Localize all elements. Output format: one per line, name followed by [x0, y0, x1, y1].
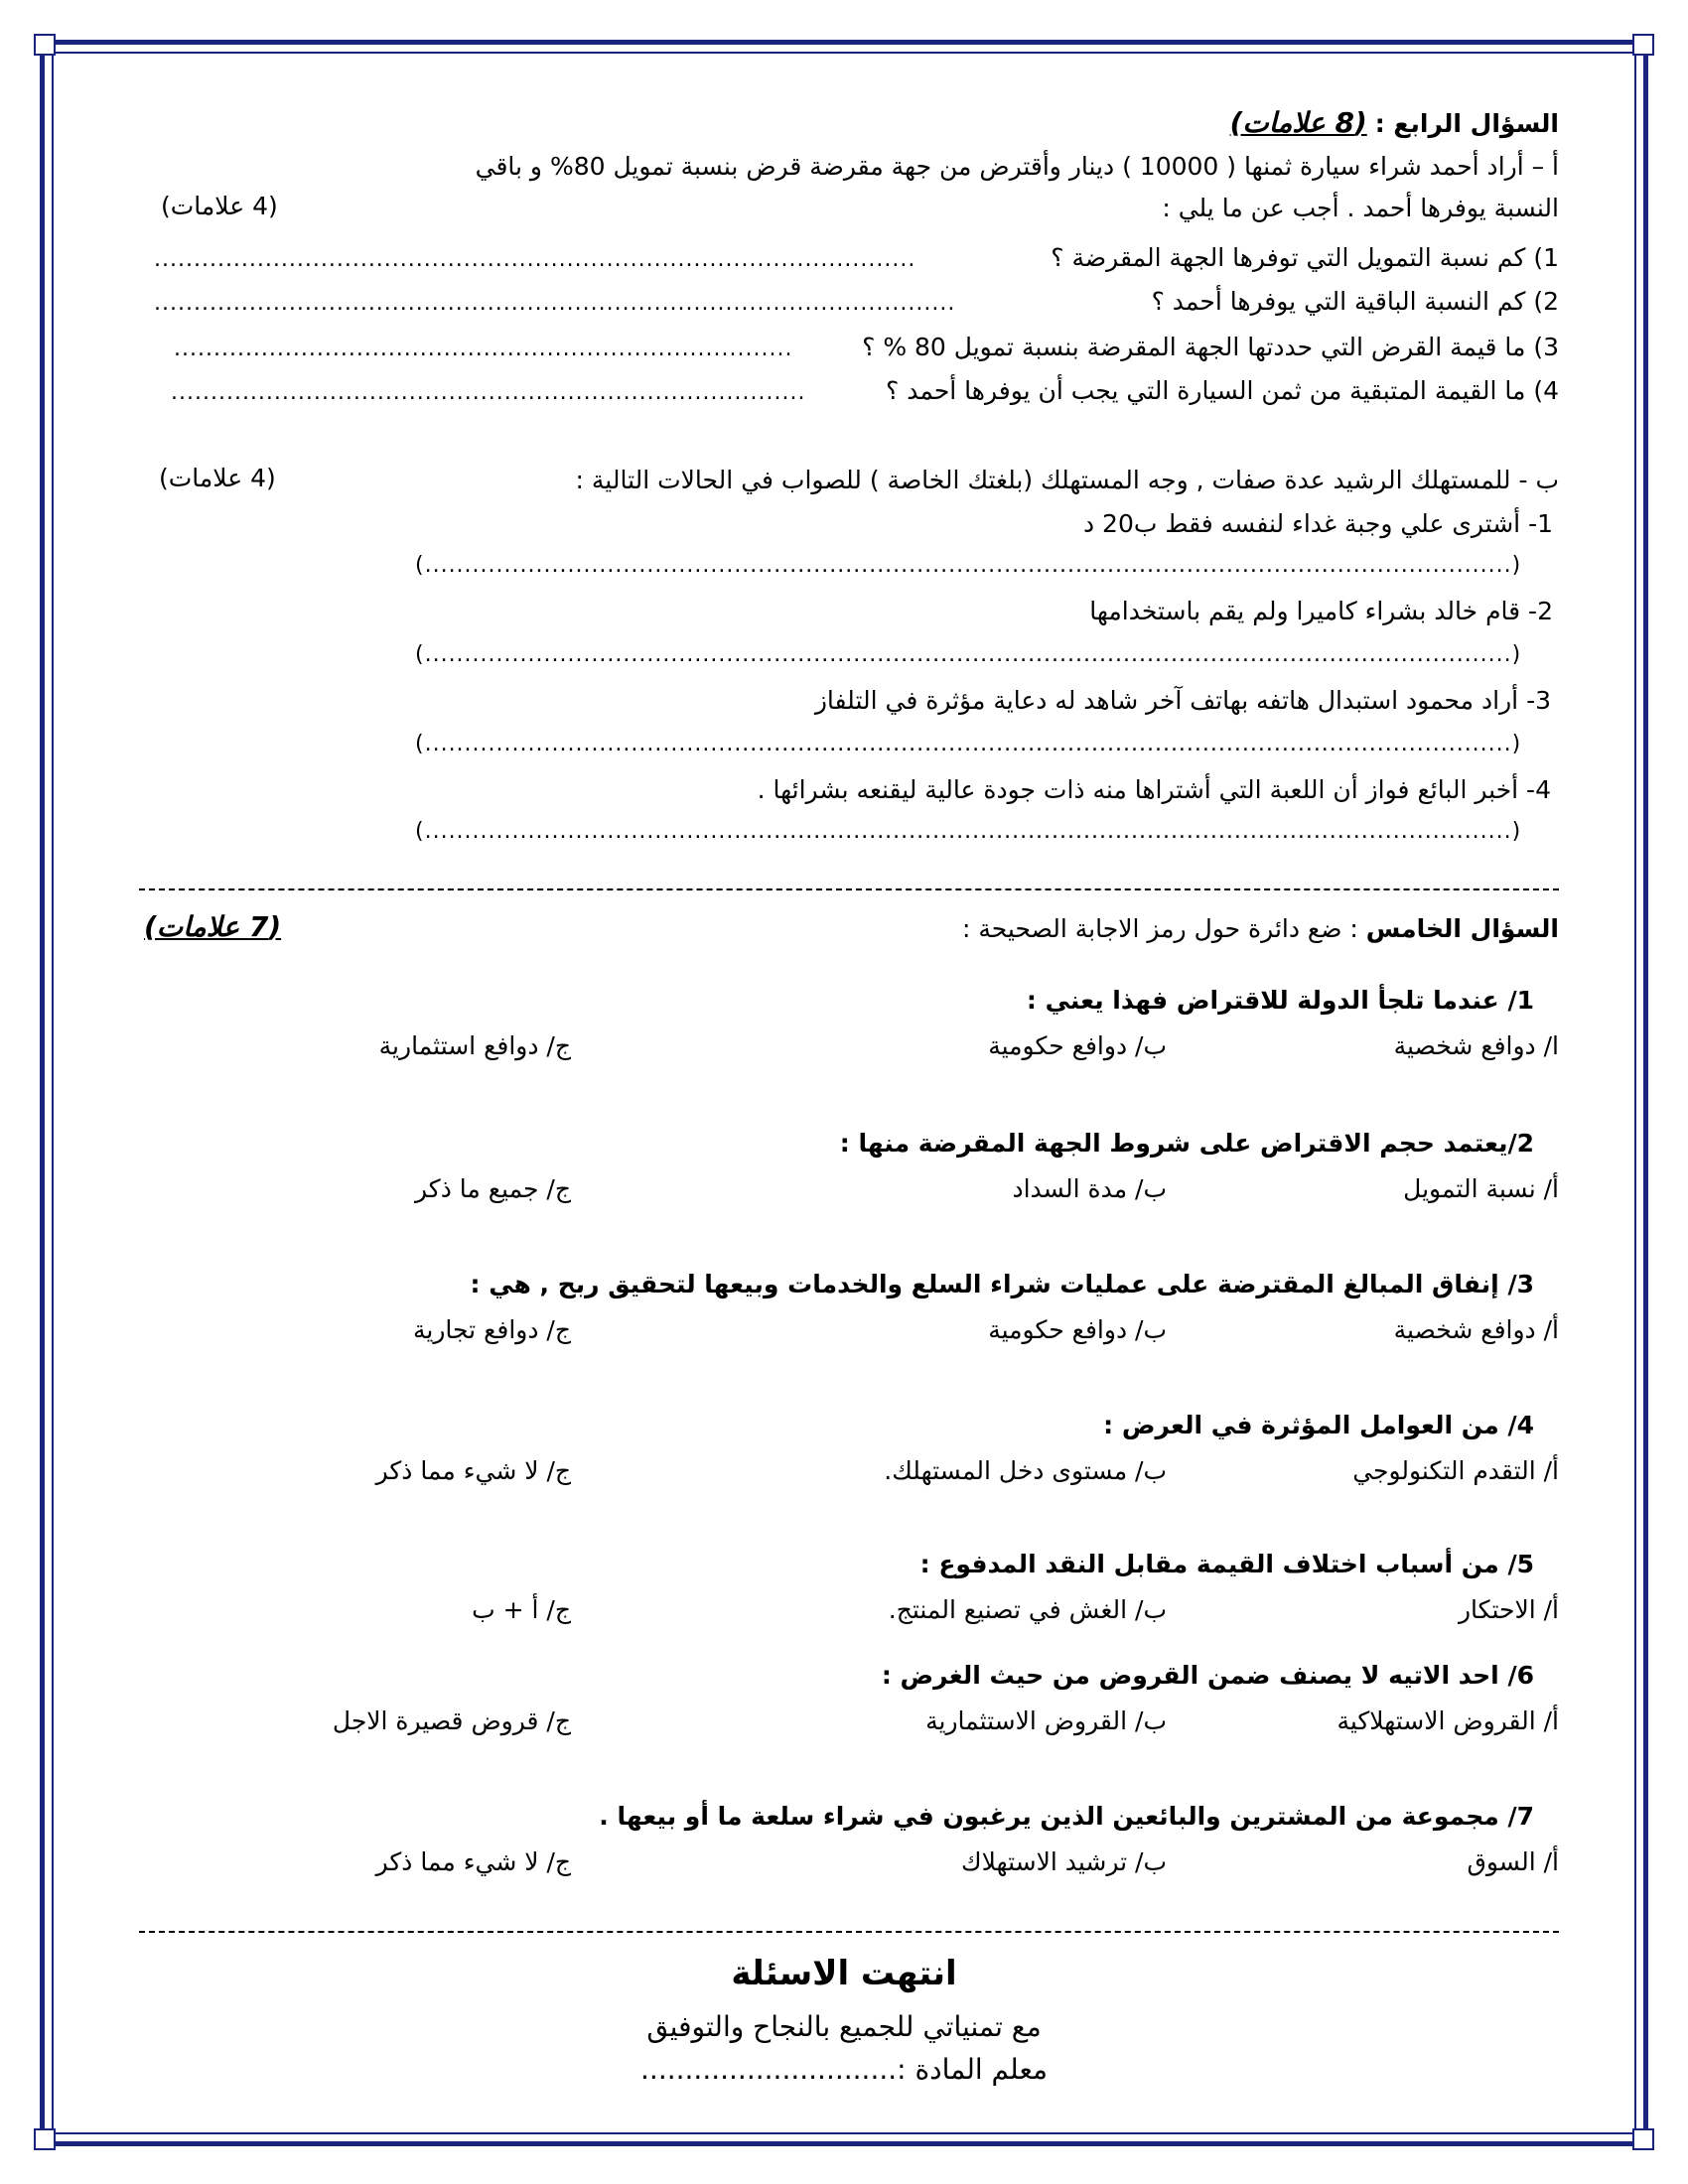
q4-b-case: 1- أشترى علي وجبة غداء لنفسه فقط ب20 د [1082, 509, 1553, 538]
answer-line[interactable]: (.........................................................................................................................................) [415, 732, 1522, 756]
mcq-option-c[interactable]: ج/ قروض قصيرة الاجل [332, 1706, 571, 1735]
mcq-option-c[interactable]: ج/ أ + ب [472, 1595, 571, 1624]
mcq-option-b[interactable]: ب/ ترشيد الاستهلاك [961, 1847, 1167, 1876]
answer-line[interactable]: (.........................................................................................................................................) [415, 819, 1522, 844]
end-of-questions: انتهت الاسئلة [731, 1954, 957, 1993]
corner-ornament [34, 2128, 56, 2150]
q4-a-question: 3) ما قيمة القرض التي حددتها الجهة المقرضة بنسبة تمويل 80 % ؟ [862, 333, 1559, 361]
corner-ornament [1632, 2128, 1654, 2150]
section-divider [139, 1931, 1559, 1933]
q4-b-case: 2- قام خالد بشراء كاميرا ولم يقم باستخدامها [1089, 597, 1553, 625]
q4-b-case: 4- أخبر البائع فواز أن اللعبة التي أشتراها منه ذات جودة عالية ليقنعه بشرائها . [757, 775, 1551, 804]
mcq-question: 5/ من أسباب اختلاف القيمة مقابل النقد المدفوع : [919, 1550, 1534, 1578]
mcq-option-a[interactable]: ا/ دوافع شخصية [1393, 1031, 1559, 1060]
mcq-option-a[interactable]: أ/ الاحتكار [1458, 1595, 1559, 1624]
q4-part-b-marks: (4 علامات) [159, 464, 276, 492]
corner-ornament [1632, 34, 1654, 56]
mcq-option-b[interactable]: ب/ مدة السداد [1012, 1174, 1167, 1203]
q4-part-a-line1: أ – أراد أحمد شراء سيارة ثمنها ( 10000 ) دينار وأقترض من جهة مقرضة قرض بنسبة تمويل 80% و باقي [475, 152, 1559, 181]
mcq-option-a[interactable]: أ/ التقدم التكنولوجي [1352, 1456, 1559, 1485]
mcq-option-a[interactable]: أ/ السوق [1467, 1847, 1559, 1876]
mcq-option-a[interactable]: أ/ دوافع شخصية [1393, 1315, 1559, 1344]
corner-ornament [34, 34, 56, 56]
mcq-option-b[interactable]: ب/ دوافع حكومية [988, 1031, 1167, 1060]
mcq-question: 2/يعتمد حجم الاقتراض على شروط الجهة المقرضة منها : [839, 1129, 1534, 1158]
mcq-question: 3/ إنفاق المبالغ المقترضة على عمليات شراء السلع والخدمات وبيعها لتحقيق ربح , هي : [470, 1270, 1534, 1298]
mcq-option-a[interactable]: أ/ نسبة التمويل [1403, 1174, 1559, 1203]
q4-header [1230, 106, 1559, 139]
q4-part-b-intro: ب - للمستهلك الرشيد عدة صفات , وجه المستهلك (بلغتك الخاصة ) للصواب في الحالات التالية : [575, 466, 1559, 494]
teacher-signature-line[interactable]: معلم المادة :............................. [640, 2053, 1048, 2086]
mcq-option-a[interactable]: أ/ القروض الاستهلاكية [1336, 1706, 1559, 1735]
mcq-option-b[interactable]: ب/ مستوى دخل المستهلك. [884, 1456, 1167, 1485]
mcq-option-c[interactable]: ج/ لا شيء مما ذكر [375, 1847, 571, 1876]
mcq-question: 4/ من العوامل المؤثرة في العرض : [1103, 1411, 1534, 1439]
wishes-text: مع تمنياتي للجميع بالنجاح والتوفيق [646, 2010, 1042, 2043]
q4-part-a-marks: (4 علامات) [161, 192, 278, 220]
mcq-question: 1/ عندما تلجأ الدولة للاقتراض فهذا يعني : [1026, 986, 1534, 1015]
answer-dots[interactable]: ................................................................................................ [154, 247, 916, 272]
mcq-question: 7/ مجموعة من المشترين والبائعين الذين يرغبون في شراء سلعة ما أو بيعها . [599, 1802, 1534, 1831]
mcq-option-b[interactable]: ب/ الغش في تصنيع المنتج. [888, 1595, 1167, 1624]
q4-a-question: 4) ما القيمة المتبقية من ثمن السيارة التي يجب أن يوفرها أحمد ؟ [886, 376, 1559, 405]
section-divider [139, 888, 1559, 890]
q5-instruction: : ضع دائرة حول رمز الاجابة الصحيحة : [962, 914, 1358, 943]
mcq-option-b[interactable]: ب/ القروض الاستثمارية [925, 1706, 1167, 1735]
q4-a-question: 2) كم النسبة الباقية التي يوفرها أحمد ؟ [1151, 287, 1559, 316]
mcq-option-c[interactable]: ج/ جميع ما ذكر [415, 1174, 571, 1203]
mcq-option-c[interactable]: ج/ دوافع استثمارية [378, 1031, 571, 1060]
mcq-question: 6/ احد الاتيه لا يصنف ضمن القروض من حيث الغرض : [881, 1661, 1534, 1690]
mcq-option-c[interactable]: ج/ لا شيء مما ذكر [375, 1456, 571, 1485]
mcq-option-b[interactable]: ب/ دوافع حكومية [988, 1315, 1167, 1344]
answer-dots[interactable]: .............................................................................. [174, 337, 793, 361]
q4-marks: (8 علامات) [1229, 106, 1367, 139]
q5-marks: (7 علامات) [144, 910, 282, 943]
answer-dots[interactable]: ................................................................................ [171, 380, 806, 405]
q4-b-case: 3- أراد محمود استبدال هاتفه بهاتف آخر شاهد له دعاية مؤثرة في التلفاز [814, 686, 1551, 715]
answer-line[interactable]: (.........................................................................................................................................) [415, 642, 1522, 667]
q5-title: السؤال الخامس [1365, 914, 1559, 943]
mcq-option-c[interactable]: ج/ دوافع تجارية [412, 1315, 571, 1344]
q5-header [962, 914, 1559, 943]
answer-dots[interactable]: ..................................................................................................... [154, 291, 956, 316]
q4-a-question: 1) كم نسبة التمويل التي توفرها الجهة المقرضة ؟ [1051, 243, 1559, 272]
answer-line[interactable]: (.........................................................................................................................................) [415, 553, 1522, 578]
q4-title: السؤال الرابع : [1374, 109, 1559, 138]
q4-part-a-line2: النسبة يوفرها أحمد . أجب عن ما يلي : [1162, 194, 1559, 222]
